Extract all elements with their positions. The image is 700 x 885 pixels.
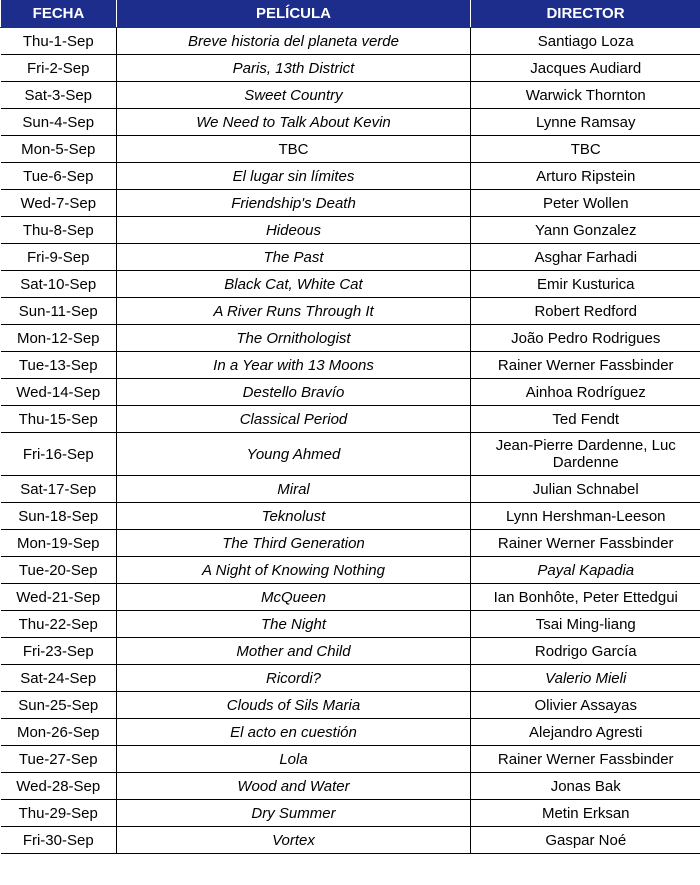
table-row [1, 55, 700, 82]
cell-director: Jean-Pierre Dardenne, Luc Dardenne [471, 433, 700, 476]
cell-film: Lola [117, 746, 471, 773]
cell-director: TBC [471, 136, 700, 163]
cell-date: Fri-23-Sep [1, 638, 117, 665]
cell-film: El acto en cuestión [117, 719, 471, 746]
cell-film: McQueen [117, 584, 471, 611]
table-row [1, 352, 700, 379]
cell-film: Clouds of Sils Maria [117, 692, 471, 719]
cell-film: A River Runs Through It [117, 298, 471, 325]
table-row [1, 379, 700, 406]
table-body [1, 28, 700, 854]
cell-director: Asghar Farhadi [471, 244, 700, 271]
cell-director: Peter Wollen [471, 190, 700, 217]
cell-date: Thu-22-Sep [1, 611, 117, 638]
cell-director: Emir Kusturica [471, 271, 700, 298]
table-row [1, 406, 700, 433]
cell-film: Wood and Water [117, 773, 471, 800]
cell-film: Vortex [117, 827, 471, 854]
table-row [1, 503, 700, 530]
cell-director: Rainer Werner Fassbinder [471, 746, 700, 773]
cell-date: Fri-16-Sep [1, 433, 117, 476]
cell-film: The Third Generation [117, 530, 471, 557]
cell-director: Rainer Werner Fassbinder [471, 530, 700, 557]
cell-date: Tue-6-Sep [1, 163, 117, 190]
cell-director: Jonas Bak [471, 773, 700, 800]
cell-date: Fri-2-Sep [1, 55, 117, 82]
table-row [1, 584, 700, 611]
cell-director: Ian Bonhôte, Peter Ettedgui [471, 584, 700, 611]
cell-date: Sat-17-Sep [1, 476, 117, 503]
cell-director: Lynne Ramsay [471, 109, 700, 136]
cell-date: Fri-9-Sep [1, 244, 117, 271]
cell-film: Dry Summer [117, 800, 471, 827]
cell-film: Young Ahmed [117, 433, 471, 476]
table-row [1, 271, 700, 298]
cell-date: Wed-14-Sep [1, 379, 117, 406]
cell-film: Teknolust [117, 503, 471, 530]
cell-date: Wed-21-Sep [1, 584, 117, 611]
table-row [1, 827, 700, 854]
cell-date: Sat-24-Sep [1, 665, 117, 692]
cell-director: Lynn Hershman-Leeson [471, 503, 700, 530]
cell-director: Warwick Thornton [471, 82, 700, 109]
cell-date: Sat-10-Sep [1, 271, 117, 298]
table-row [1, 136, 700, 163]
cell-date: Tue-27-Sep [1, 746, 117, 773]
table-row [1, 163, 700, 190]
cell-date: Wed-28-Sep [1, 773, 117, 800]
cell-film: Black Cat, White Cat [117, 271, 471, 298]
cell-date: Thu-8-Sep [1, 217, 117, 244]
table-row [1, 692, 700, 719]
cell-date: Mon-5-Sep [1, 136, 117, 163]
table-row [1, 190, 700, 217]
cell-film: The Ornithologist [117, 325, 471, 352]
cell-date: Wed-7-Sep [1, 190, 117, 217]
cell-director: Julian Schnabel [471, 476, 700, 503]
cell-film: Paris, 13th District [117, 55, 471, 82]
cell-film: Sweet Country [117, 82, 471, 109]
cell-director: Gaspar Noé [471, 827, 700, 854]
cell-film: Destello Bravío [117, 379, 471, 406]
cell-date: Mon-19-Sep [1, 530, 117, 557]
cell-date: Fri-30-Sep [1, 827, 117, 854]
cell-date: Sun-4-Sep [1, 109, 117, 136]
cell-director: Payal Kapadia [471, 557, 700, 584]
cell-film: Hideous [117, 217, 471, 244]
cell-date: Tue-13-Sep [1, 352, 117, 379]
cell-film: El lugar sin límites [117, 163, 471, 190]
table-row [1, 800, 700, 827]
table-row [1, 530, 700, 557]
table-row [1, 665, 700, 692]
cell-director: Alejandro Agresti [471, 719, 700, 746]
cell-date: Sun-11-Sep [1, 298, 117, 325]
table-row [1, 82, 700, 109]
cell-director: Ted Fendt [471, 406, 700, 433]
cell-film: Friendship's Death [117, 190, 471, 217]
cell-film: The Night [117, 611, 471, 638]
header-date: FECHA [1, 0, 117, 28]
table-row [1, 557, 700, 584]
cell-date: Sun-25-Sep [1, 692, 117, 719]
cell-director: Valerio Mieli [471, 665, 700, 692]
cell-director: Santiago Loza [471, 28, 700, 55]
cell-date: Thu-1-Sep [1, 28, 117, 55]
table-row [1, 298, 700, 325]
cell-director: Rainer Werner Fassbinder [471, 352, 700, 379]
cell-director: Ainhoa Rodríguez [471, 379, 700, 406]
table-row [1, 476, 700, 503]
table-row [1, 773, 700, 800]
cell-date: Mon-12-Sep [1, 325, 117, 352]
cell-director: Arturo Ripstein [471, 163, 700, 190]
cell-date: Thu-29-Sep [1, 800, 117, 827]
cell-director: João Pedro Rodrigues [471, 325, 700, 352]
table-row [1, 611, 700, 638]
table-row [1, 638, 700, 665]
table-header [1, 0, 700, 28]
cell-film: In a Year with 13 Moons [117, 352, 471, 379]
cell-film: We Need to Talk About Kevin [117, 109, 471, 136]
table-row [1, 746, 700, 773]
table-row [1, 109, 700, 136]
cell-film: Miral [117, 476, 471, 503]
header-director: DIRECTOR [471, 0, 700, 28]
cell-film: Classical Period [117, 406, 471, 433]
cell-film: TBC [117, 136, 471, 163]
cell-date: Sat-3-Sep [1, 82, 117, 109]
cell-director: Yann Gonzalez [471, 217, 700, 244]
cell-director: Metin Erksan [471, 800, 700, 827]
cell-director: Jacques Audiard [471, 55, 700, 82]
cell-director: Rodrigo García [471, 638, 700, 665]
cell-director: Robert Redford [471, 298, 700, 325]
cell-director: Tsai Ming-liang [471, 611, 700, 638]
cell-date: Mon-26-Sep [1, 719, 117, 746]
table-row [1, 325, 700, 352]
cell-film: A Night of Knowing Nothing [117, 557, 471, 584]
table-row [1, 433, 700, 476]
table-row [1, 217, 700, 244]
table-row [1, 28, 700, 55]
header-row [1, 0, 700, 28]
cell-director: Olivier Assayas [471, 692, 700, 719]
header-film: PELÍCULA [117, 0, 471, 28]
cell-film: The Past [117, 244, 471, 271]
cell-film: Breve historia del planeta verde [117, 28, 471, 55]
cell-date: Tue-20-Sep [1, 557, 117, 584]
table-row [1, 244, 700, 271]
cell-film: Mother and Child [117, 638, 471, 665]
cell-film: Ricordi? [117, 665, 471, 692]
cell-date: Sun-18-Sep [1, 503, 117, 530]
cell-date: Thu-15-Sep [1, 406, 117, 433]
table-row [1, 719, 700, 746]
